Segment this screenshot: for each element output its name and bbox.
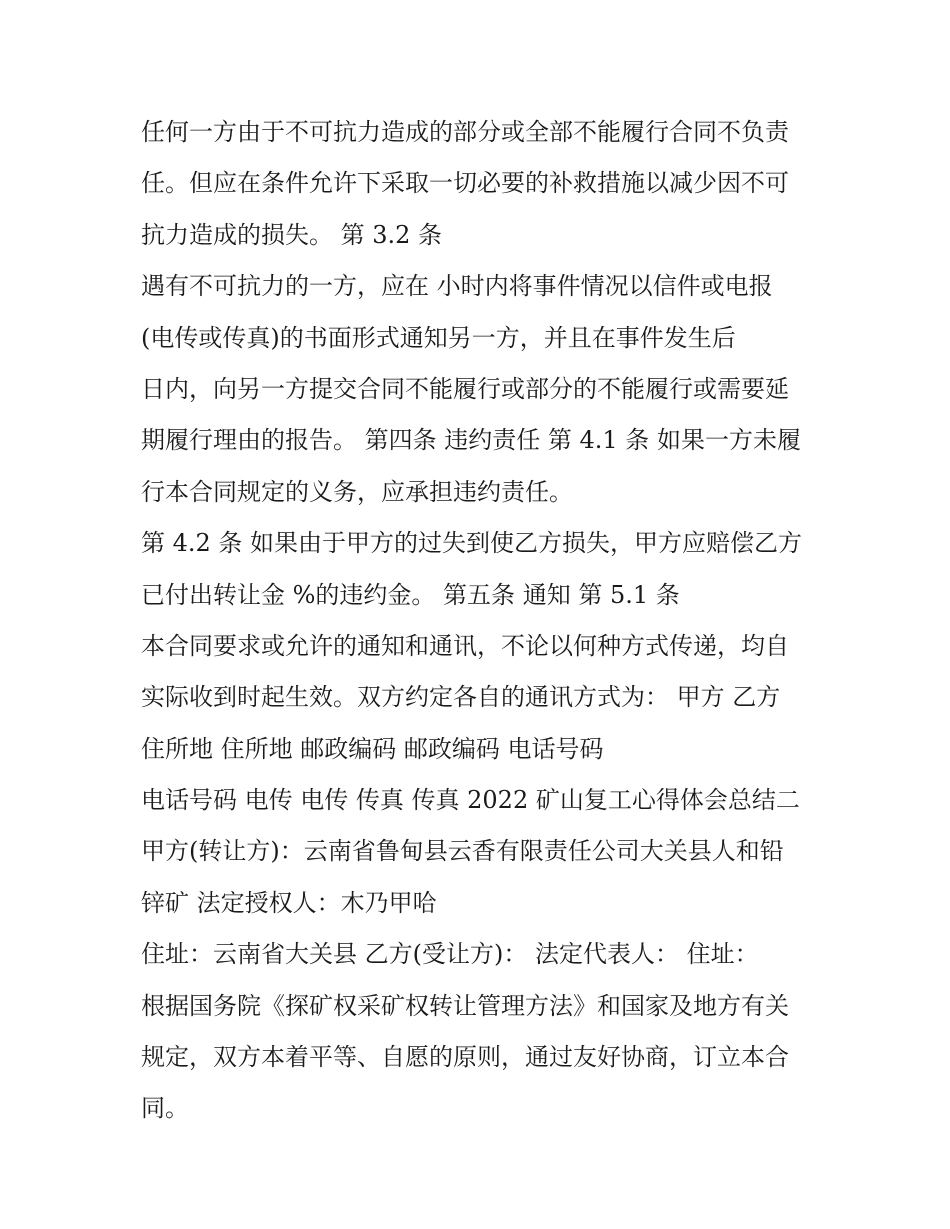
text-line: 任何一方由于不可抗力造成的部分或全部不能履行合同不负责 [141, 118, 789, 146]
text-line: 锌矿 法定授权人：木乃甲哈 [141, 888, 437, 917]
text-line: 行本合同规定的义务，应承担违约责任。 [141, 477, 573, 506]
text-line: 甲方(转让方)：云南省鲁甸县云香有限责任公司大关县人和铅 [141, 837, 784, 866]
text-line: 根据国务院《探矿权采矿权转让管理方法》和国家及地方有关 [141, 991, 789, 1020]
text-line: 任。但应在条件允许下采取一切必要的补救措施以减少因不可 [141, 169, 789, 198]
document-body [141, 107, 821, 1135]
text-line: (电传或传真)的书面形式通知另一方，并且在事件发生后 [141, 323, 736, 352]
text-line: 抗力造成的损失。 第 3.2 条 [141, 220, 443, 249]
text-line: 期履行理由的报告。 第四条 违约责任 第 4.1 条 如果一方未履 [141, 426, 801, 455]
text-line: 本合同要求或允许的通知和通讯，不论以何种方式传递，均自 [141, 631, 789, 660]
text-line: 实际收到时起生效。双方约定各自的通讯方式为： 甲方 乙方 [141, 683, 781, 712]
text-line: 电话号码 电传 电传 传真 传真 2022 矿山复工心得体会总结二 [141, 786, 800, 815]
text-line: 住址：云南省大关县 乙方(受让方)： 法定代表人： 住址： [141, 940, 759, 969]
text-line: 同。 [141, 1094, 189, 1123]
text-line: 日内，向另一方提交合同不能履行或部分的不能履行或需要延 [141, 374, 789, 403]
text-line: 遇有不可抗力的一方，应在 小时内将事件情况以信件或电报 [141, 272, 773, 301]
text-line: 住所地 住所地 邮政编码 邮政编码 电话号码 [141, 734, 604, 763]
text-line: 已付出转让金 %的违约金。 第五条 通知 第 5.1 条 [141, 580, 680, 609]
text-line: 规定，双方本着平等、自愿的原则，通过友好协商，订立本合 [141, 1043, 789, 1072]
text-line: 第 4.2 条 如果由于甲方的过失到使乙方损失，甲方应赔偿乙方 [141, 529, 803, 558]
